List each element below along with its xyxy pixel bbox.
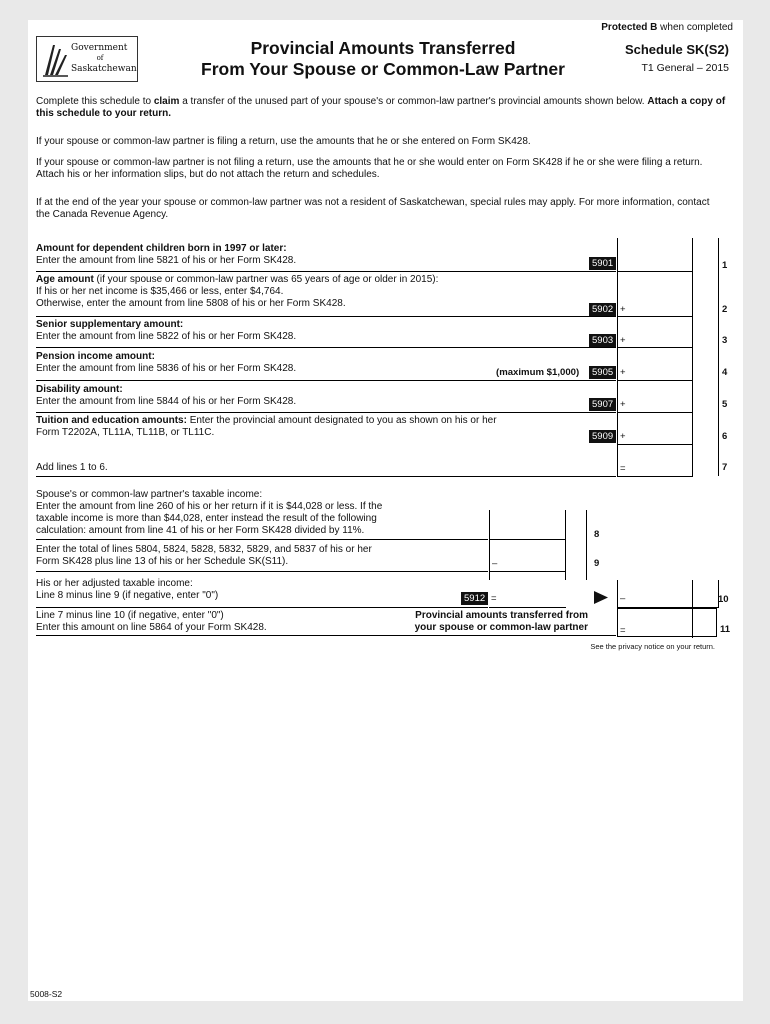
line-9-field-bottom (489, 571, 566, 572)
line-7-text: Add lines 1 to 6. (36, 462, 108, 473)
line-10-rule (36, 607, 488, 608)
form-title: Provincial Amounts Transferred From Your Spouse or Common-Law Partner (201, 38, 565, 79)
line-code-5912: 5912 (461, 592, 488, 605)
schedule-name: Schedule SK(S2) (624, 42, 729, 57)
line-6-heading: Tuition and education amounts: Enter the provincial amount designated to you as shown on his or her (36, 415, 497, 426)
line-2-field-bottom (617, 316, 693, 317)
line-4-rule (36, 380, 616, 381)
line-6-field-bottom (617, 444, 693, 445)
line-3-field-bottom (617, 347, 693, 348)
line-8-text-2: Enter the amount from line 260 of his or her return if it is $44,028 or less. If the (36, 501, 383, 512)
form-page (28, 20, 743, 1001)
line-11-amount-field[interactable] (628, 617, 691, 633)
line-3-text: Enter the amount from line 5822 of his or her Form SK428. (36, 331, 297, 342)
line-5-rule (36, 412, 616, 413)
line-9-text-2: Form SK428 plus line 13 of his or her Schedule SK(S11). (36, 556, 289, 567)
line-code-5903: 5903 (589, 334, 616, 347)
line-2-text-2: Otherwise, enter the amount from line 5808 of his or her Form SK428. (36, 298, 346, 309)
line-number-1: 1 (722, 260, 728, 271)
line-1-heading: Amount for dependent children born in 1997 or later: (36, 243, 287, 254)
line-4-plus: + (620, 367, 626, 378)
line-10-result-bottom (489, 607, 566, 608)
line-11-rule (36, 635, 616, 636)
line-9-rule (36, 571, 488, 572)
line-2-heading: Age amount (if your spouse or common-law partner was 65 years of age or older in 2015): (36, 274, 439, 285)
line-code-5905: 5905 (589, 366, 616, 379)
line-5-amount-field[interactable] (628, 396, 691, 411)
line-number-5: 5 (722, 399, 728, 410)
line-11-label-1: Provincial amounts transferred from (415, 610, 588, 621)
line-2-amount-field[interactable] (628, 301, 691, 316)
line-3-rule (36, 347, 616, 348)
line-9-minus: – (492, 558, 498, 569)
line-11-text-2: Enter this amount on line 5864 of your Form SK428. (36, 622, 267, 633)
line-number-7: 7 (722, 462, 728, 473)
line-10-box-divider (692, 580, 693, 608)
line-9-amount-field[interactable] (500, 555, 563, 570)
line-8-text-3: taxable income is more than $44,028, enter instead the result of the following (36, 513, 377, 524)
line-number-11: 11 (720, 624, 731, 635)
wheat-sheaf-icon (41, 41, 69, 77)
line-code-5902: 5902 (589, 303, 616, 316)
line-5-field-bottom (617, 412, 693, 413)
line-5-heading: Disability amount: (36, 384, 123, 395)
line-1-rule (36, 271, 616, 272)
form-number: 5008-S2 (30, 989, 63, 999)
line-4-field-bottom (617, 380, 693, 381)
line-10-minus: – (620, 593, 626, 604)
line-2-plus: + (620, 304, 626, 315)
protected-label: Protected B when completed (601, 22, 733, 33)
line-number-8: 8 (594, 529, 600, 540)
line-number-9: 9 (594, 558, 600, 569)
line-8-text-4: calculation: amount from line 41 of his or her Form SK428 divided by 11%. (36, 525, 365, 536)
line-number-3: 3 (722, 335, 728, 346)
amount-column-right-border (718, 238, 719, 476)
line-2-text-1: If his or her net income is $35,466 or less, enter $4,764. (36, 286, 284, 297)
line-2-rule (36, 316, 616, 317)
line-code-5907: 5907 (589, 398, 616, 411)
line-7-field-bottom (617, 476, 693, 477)
line-10-text-2: Line 8 minus line 9 (if negative, enter "0") (36, 590, 219, 601)
line-11-equals: = (620, 625, 626, 636)
line-7-rule (36, 476, 616, 477)
line-10-box-left (617, 580, 618, 608)
intro-paragraph-1: Complete this schedule to claim a transfer of the unused part of your spouse's or common-law partner's provincial amounts shown below. Attach a copy of this schedule to your return. (36, 96, 726, 119)
line-8-text-1: Spouse's or common-law partner's taxable income: (36, 489, 263, 500)
line-4-amount-field[interactable] (628, 364, 691, 379)
line-3-plus: + (620, 335, 626, 346)
line-11-text-1: Line 7 minus line 10 (if negative, enter "0") (36, 610, 224, 621)
line-9-text-1: Enter the total of lines 5804, 5824, 5828, 5832, 5829, and 5837 of his or her (36, 544, 372, 555)
line-11-label-2: your spouse or common-law partner (414, 622, 588, 633)
line-4-text: Enter the amount from line 5836 of his or her Form SK428. (36, 363, 297, 374)
t1-general-year: T1 General – 2015 (641, 62, 729, 74)
line-number-6: 6 (722, 431, 728, 442)
privacy-notice: See the privacy notice on your return. (590, 642, 715, 651)
line-7-amount-field[interactable] (628, 460, 691, 475)
intro-paragraph-2: If your spouse or common-law partner is filing a return, use the amounts that he or she entered on Form SK428. (36, 136, 531, 147)
line-10-amount-field[interactable] (628, 590, 691, 605)
line-code-5909: 5909 (589, 430, 616, 443)
line-4-maximum: (maximum $1,000) (496, 367, 580, 378)
line-number-4: 4 (722, 367, 728, 378)
intro-paragraph-4: If at the end of the year your spouse or common-law partner was not a resident of Saskatchewan, special rules may apply. For more information, contact the Canada Revenue Agency. (36, 197, 710, 220)
line-8-9-box-right (586, 510, 587, 580)
line-8-9-box-left (489, 510, 490, 580)
line-1-field-bottom (617, 271, 693, 272)
line-6-text: Form T2202A, TL11A, TL11B, or TL11C. (36, 427, 215, 438)
arrow-right-icon (594, 591, 608, 604)
line-3-amount-field[interactable] (628, 332, 691, 347)
line-1-text: Enter the amount from line 5821 of his or her Form SK428. (36, 255, 297, 266)
line-11-box-divider (692, 608, 693, 638)
line-10-equals: = (491, 593, 497, 604)
line-8-9-box-divider (565, 510, 566, 580)
amount-column-divider (692, 238, 693, 476)
line-code-5901: 5901 (589, 257, 616, 270)
line-5-text: Enter the amount from line 5844 of his or her Form SK428. (36, 396, 297, 407)
line-4-heading: Pension income amount: (36, 351, 155, 362)
line-8-field-bottom (489, 539, 566, 540)
intro-paragraph-3: If your spouse or common-law partner is not filing a return, use the amounts that he or she would enter on Form SK428 if he or she were filing a return. Attach his or her information slips, but do not attach the return and schedules. (36, 157, 703, 180)
line-10-text-1: His or her adjusted taxable income: (36, 578, 193, 589)
line-6-plus: + (620, 431, 626, 442)
line-10-result-field[interactable] (500, 588, 563, 603)
line-3-heading: Senior supplementary amount: (36, 319, 184, 330)
line-5-plus: + (620, 399, 626, 410)
amount-column-left-border (617, 238, 618, 476)
line-8-rule (36, 539, 488, 540)
line-number-10: 10 (718, 594, 729, 605)
line-6-amount-field[interactable] (628, 428, 691, 443)
line-7-equals: = (620, 463, 626, 474)
line-1-amount-field[interactable] (619, 255, 691, 270)
line-8-amount-field[interactable] (491, 520, 563, 535)
government-logo: Government of Saskatchewan (36, 36, 138, 82)
line-number-2: 2 (722, 304, 728, 315)
